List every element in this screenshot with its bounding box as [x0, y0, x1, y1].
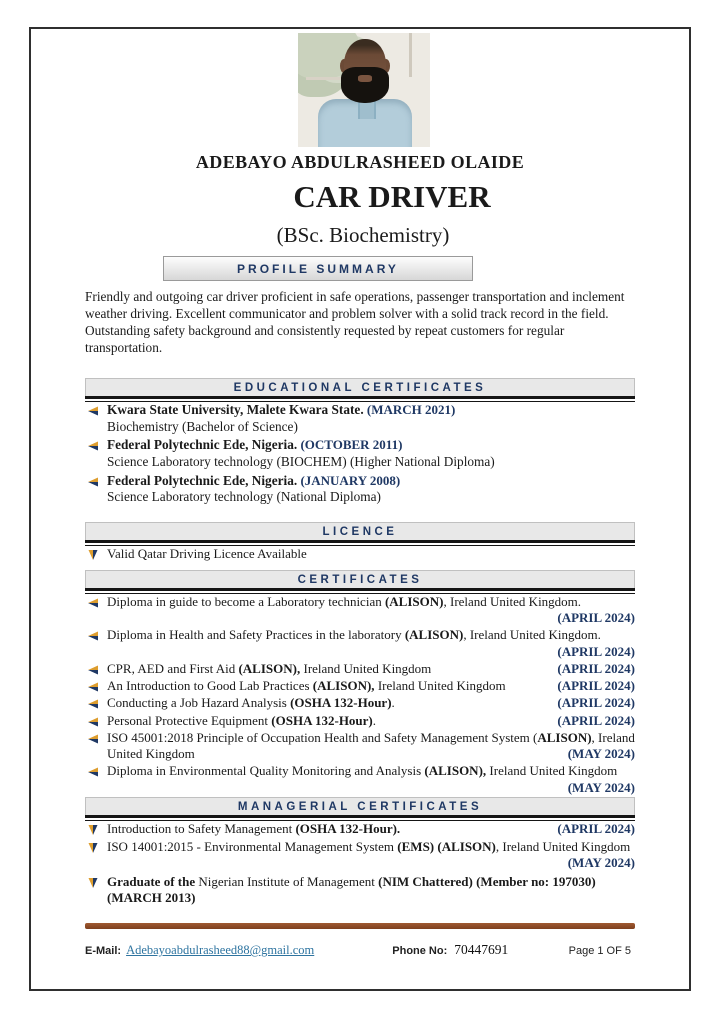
certificate-item — [85, 594, 635, 627]
dart-bullet-icon — [87, 476, 99, 488]
certificate-date: (MAY 2024) — [567, 746, 635, 762]
footer — [85, 942, 635, 958]
certificate-location: , Ireland United Kingdom — [107, 729, 635, 762]
phone-label: Phone No: — [392, 945, 448, 958]
education-item — [85, 473, 635, 506]
dart-bullet-icon — [87, 440, 99, 452]
certificates-list — [85, 594, 635, 796]
course-name: Science Laboratory technology (BIOCHEM) (Higher National Diploma) — [107, 453, 495, 469]
certificate-date: (MAY 2024) — [567, 855, 635, 871]
membership-body: Nigerian Institute of Management — [198, 873, 379, 889]
down-arrow-bullet-icon — [87, 842, 99, 854]
licence-item — [85, 546, 635, 562]
certificate-item — [85, 730, 635, 763]
school-name: Kwara State University, Malete Kwara State. — [107, 402, 364, 418]
job-title: CAR DRIVER — [293, 179, 491, 214]
certificate-date: (MAY 2024) — [567, 779, 635, 795]
certificate-date: (APRIL 2024) — [557, 712, 635, 728]
dart-bullet-icon — [87, 716, 99, 728]
profile-photo — [298, 33, 430, 147]
certificate-name: ISO 45001:2018 Principle of Occupation Health and Safety Management System ( — [107, 729, 538, 745]
certificate-date: (APRIL 2024) — [557, 660, 635, 676]
course-name: Science Laboratory technology (National Diploma) — [107, 489, 381, 505]
education-item — [85, 402, 635, 435]
certificate-org: (OSHA 132-Hour) — [290, 695, 392, 711]
certificate-name: Personal Protective Equipment — [107, 712, 272, 728]
course-name: Biochemistry (Bachelor of Science) — [107, 418, 298, 434]
licence-list — [85, 546, 635, 562]
certificate-date: (APRIL 2024) — [557, 820, 635, 836]
candidate-name: ADEBAYO ABDULRASHEED OLAIDE — [195, 152, 525, 172]
section-managerial — [85, 797, 635, 906]
certificate-name: CPR, AED and First Aid — [107, 660, 239, 676]
dart-bullet-icon — [87, 766, 99, 778]
certificate-name: Introduction to Safety Management — [107, 820, 296, 836]
photo-shelf — [306, 77, 346, 80]
email-label: E-Mail: — [85, 945, 122, 958]
certificate-org: (ALISON) — [384, 593, 444, 609]
education-section-header: EDUCATIONAL CERTIFICATES — [85, 378, 635, 396]
cv-page — [29, 27, 691, 991]
membership-detail: (NIM Chattered) (Member no: 197030) (MARCH 2013) — [107, 873, 596, 905]
section-certificates — [85, 570, 635, 796]
certificate-date: (APRIL 2024) — [557, 678, 635, 694]
certificate-location: , Ireland United Kingdom. — [443, 593, 582, 609]
managerial-list — [85, 821, 635, 906]
education-list — [85, 402, 635, 506]
certificate-item — [85, 627, 635, 660]
footer-accent-bar — [85, 923, 635, 929]
certificate-org: (OSHA 132-Hour). — [295, 820, 401, 836]
certificate-item — [85, 661, 635, 677]
certificate-date: (APRIL 2024) — [557, 643, 635, 659]
certificate-name: An Introduction to Good Lab Practices — [107, 678, 313, 694]
certificate-item — [85, 763, 635, 796]
certificates-section-header: CERTIFICATES — [85, 570, 635, 588]
certificate-org: (EMS) (ALISON) — [397, 839, 496, 855]
profile-summary-text: Friendly and outgoing car driver proficient in safe operations, passenger transportation and inclement weather driving. Excellent communicator and problem solver with a solid track record in the field. Outstanding safety background and consistently requested by repeat customers for regular transportation. — [85, 289, 625, 356]
section-licence — [85, 522, 635, 562]
dart-bullet-icon — [87, 698, 99, 710]
email-link[interactable]: Adebayoabdulrasheed88@gmail.com — [126, 943, 315, 958]
school-name: Federal Polytechnic Ede, Nigeria. — [107, 472, 298, 488]
certificate-org: (OSHA 132-Hour) — [271, 712, 373, 728]
certificate-name: Diploma in Health and Safety Practices in the laboratory — [107, 627, 405, 643]
managerial-section-header: MANAGERIAL CERTIFICATES — [85, 797, 635, 815]
education-date: (OCTOBER 2011) — [300, 437, 403, 453]
certificate-location: . — [391, 695, 395, 711]
certificate-org: (ALISON) — [404, 627, 464, 643]
certificate-name: Diploma in guide to become a Laboratory technician — [107, 593, 385, 609]
certificate-date: (APRIL 2024) — [557, 695, 635, 711]
certificate-org: (ALISON), — [238, 660, 301, 676]
certificate-location: , Ireland United Kingdom. — [463, 627, 601, 643]
qualification: (BSc. Biochemistry) — [276, 223, 450, 247]
certificate-org: ALISON) — [537, 729, 592, 745]
dart-bullet-icon — [87, 681, 99, 693]
profile-summary-header: PROFILE SUMMARY — [163, 256, 473, 281]
education-date: (MARCH 2021) — [366, 402, 456, 418]
certificate-location: Ireland United Kingdom — [486, 763, 618, 779]
certificate-name: Conducting a Job Hazard Analysis — [107, 695, 291, 711]
certificate-org: (ALISON), — [424, 763, 487, 779]
certificate-item — [85, 695, 635, 711]
licence-section-header: LICENCE — [85, 522, 635, 540]
certificate-item — [85, 678, 635, 694]
photo-window-frame — [409, 33, 412, 77]
licence-text: Valid Qatar Driving Licence Available — [107, 545, 307, 561]
dart-bullet-icon — [87, 597, 99, 609]
certificate-org: (ALISON), — [312, 678, 375, 694]
dart-bullet-icon — [87, 630, 99, 642]
down-arrow-bullet-icon — [87, 877, 99, 889]
dart-bullet-icon — [87, 733, 99, 745]
membership-lead: Graduate of the — [107, 873, 199, 889]
managerial-item — [85, 821, 635, 837]
photo-mouth — [358, 75, 372, 82]
page-number: Page 1 OF 5 — [568, 945, 631, 958]
school-name: Federal Polytechnic Ede, Nigeria. — [107, 437, 298, 453]
education-item — [85, 437, 635, 470]
down-arrow-bullet-icon — [87, 824, 99, 836]
section-education — [85, 378, 635, 506]
certificate-date: (APRIL 2024) — [557, 610, 635, 626]
certificate-location: . — [372, 712, 377, 728]
certificate-location: Ireland United Kingdom — [374, 678, 506, 694]
dart-bullet-icon — [87, 405, 99, 417]
certificate-name: Diploma in Environmental Quality Monitoring and Analysis — [107, 763, 425, 779]
photo-beard — [341, 67, 389, 103]
certificate-name: ISO 14001:2015 - Environmental Management System — [107, 839, 398, 855]
phone-number: 70447691 — [454, 942, 509, 958]
dart-bullet-icon — [87, 664, 99, 676]
down-arrow-bullet-icon — [87, 549, 99, 561]
managerial-item — [85, 839, 635, 872]
certificate-location: , Ireland United Kingdom — [495, 839, 631, 855]
managerial-item — [85, 874, 635, 907]
certificate-item — [85, 713, 635, 729]
education-date: (JANUARY 2008) — [300, 472, 401, 488]
certificate-location: Ireland United Kingdom — [300, 660, 432, 676]
